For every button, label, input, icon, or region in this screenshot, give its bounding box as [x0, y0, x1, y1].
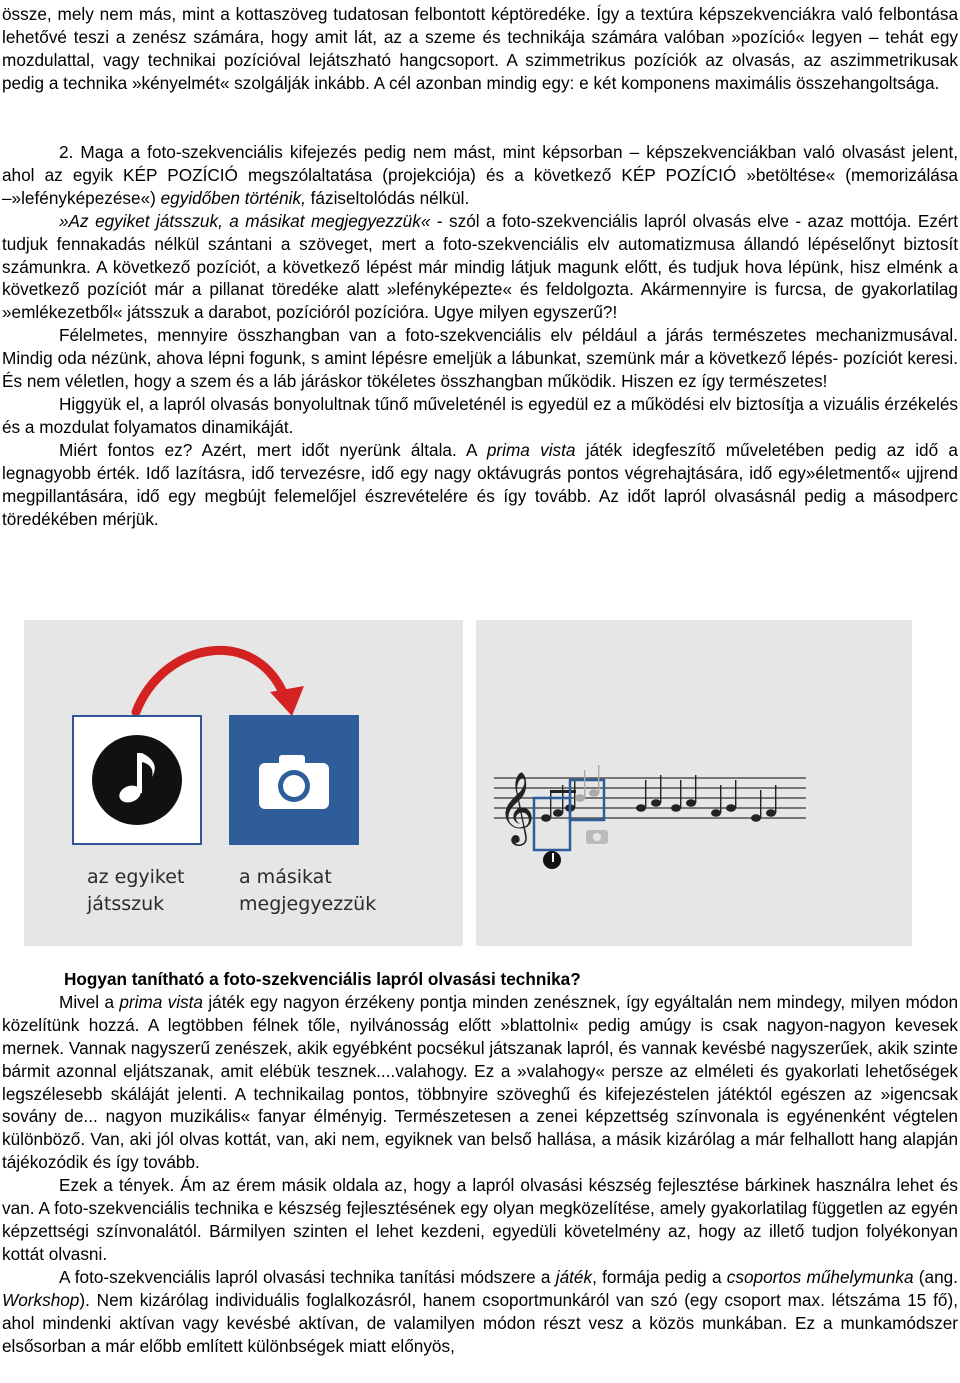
figure-staff: [476, 620, 912, 946]
paragraph: 2. Maga a foto-szekvenciális kifejezés pedig nem mást, mint képsorban – képszekvenciákban való olvasást jelent, ahol az egyik KÉP POZÍCIÓ megszólaltatása (projekciója) és a következő KÉP POZÍCIÓ »betöltése« (memorizálása –»lefényképezése«) egyidőben történik, fáziseltolódás nélkül.: [2, 142, 958, 208]
treble-clef-icon: 𝄞: [498, 770, 535, 843]
section-heading: Hogyan tanítható a foto-szekvenciális lapról olvasási technika?: [64, 969, 581, 989]
paragraph: Miért fontos ez? Azért, mert időt nyerünk általa. A prima vista játék idegfeszítő műveletében pedig az idő a legnagyobb érték. Idő lazításra, idő tervezésre, idő egy nagy oktávugrás pontos végrehajtására, idő egy»életmentő« ujjrend megpillantására, idő egy megbújt felemelőjel észrevételére és így tovább. Az időt lapról olvasásnál pedig a másodperc töredékében mérjük.: [2, 439, 958, 529]
paragraph: Higgyük el, a lapról olvasás bonyolultnak tűnő műveleténél is egyedül ez a működési elv biztosítja a vizuális érzékelés és a mozdulat folyamatos dinamikáját.: [2, 393, 958, 437]
note-box: [72, 715, 202, 845]
camera-box: [229, 715, 359, 845]
paragraph: össze, mely nem más, mint a kottaszöveg tudatosan felbontott képtöredéke. Így a textúra képszekvenciákra való felbontása lehetővé teszi a zenész számára, hogy amit lát, az a szeme és technikája számára valóban »pozíció« legyen – tehát egy mozdulattal, vagy technikai pozícióval lejátszható hangcsoport. A szimmetrikus pozíciók az olvasás, az aszimmetrikusak pedig a technika »kényelmét« szolgálják inkább. A cél azonban mindig egy: e két komponens maximális összehangoltsága.: [2, 4, 958, 93]
paragraph: Félelmetes, mennyire összhangban van a foto-szekvenciális elv például a járás természetes mechanizmusával. Mindig oda nézünk, ahova lépni fogunk, s amint lépésre emeljük a lábunkat, szemünk már a következő lépés- pozíciót keresi. És nem véletlen, hogy a szem és a láb járáskor tökéletes összhangban működik. Hiszen ez így természetes!: [2, 325, 958, 392]
paragraph: A foto-szekvenciális lapról olvasási technika tanítási módszere a játék, formája pedig a csoportos műhelymunka (ang. Workshop). Nem kizárólag individuális foglalkozásról, hanem csoportmunkáról van szó (egy csoport max. létszáma 15 fő), ahol mindenki aktívan vagy kevésbé aktívan, de valamilyen módon részt vesz a közös munkában. Ez a munkamódszer elsősorban a már előbb említett különbségek miatt előnyös,: [2, 1266, 958, 1356]
caption-memorize: a másikat megjegyezzük: [239, 866, 377, 915]
camera-icon: [229, 715, 359, 845]
caption-play: az egyiket játsszuk: [87, 866, 185, 915]
paragraph: »Az egyiket játsszuk, a másikat megjegyezzük« - szól a foto-szekvenciális lapról olvasás elve - azaz mottója. Ezért tudjuk fennakadás nélkül szántani a szöveget, mert a foto-szekvenciális elv automatizmusa állandó lépéselőnyt biztosít számunkra. A következő pozíciót, a következő lépést már mindig látjuk magunk előtt, és tudjuk hova lépünk, hisz elménk a következő pozíciót már a pillanat töredéke alatt »lefényképezte« és feldolgozta. Akármennyire is furcsa, de gyakorlatilag »emlékezetből« játsszuk a darabot, pozícióról pozícióra. Ugye milyen egyszerű?!: [2, 210, 958, 323]
music-note-icon: [74, 717, 200, 843]
music-staff-illustration: [476, 620, 912, 946]
figure-play-memorize: [24, 620, 463, 946]
text-block-teaching: [2, 968, 958, 1357]
paragraph: Ezek a tények. Ám az érem másik oldala az, hogy a lapról olvasási készség fejlesztése bárkinek használra lehet és van. A foto-szekvenciális technika e készség fejlesztésének egy olyan megközelítése, amely gyakorlatilag független az egyén képzettségi színvonalától. Bármilyen szinten el lehet kezdeni, egyedüli követelmény az, hogy az illető tudjon folyékonyan kottát olvasni.: [2, 1175, 958, 1264]
paragraph: Mivel a prima vista játék egy nagyon érzékeny pontja minden zenésznek, így egyáltalán nem mindegy, milyen módon közelítünk hozzá. A legtöbben félnek tőle, nyilvánosság előtt »blattolni« pedig amúgy is csak nagyon-nagyon kevesek mernek. Vannak nagyszerű zenészek, akik egyébként pocsékul játszanak lapról, és vannak kevésbé nagyszerűek, akik szinte bármit azonnal eljátszanak, amit elébük tesznek....valahogy. Ez a »valahogy« persze az elméleti és gyakorlati lehetőségek legszélesebb skáláját jelenti. A technikailag pontos, többnyire szöveghű és kifejezéstelen játéktól egészen az »igencsak sovány de... nagyon muzikális« fanyar élményig. Természetesen a zenei képzettség színvonala is egyénenként végtelen különböző. Van, aki jól olvas kottát, van, aki nem, egyiknek van belső hallása, a másik kizárólag a már felhallott hang alapján tájékozódik és így tovább.: [2, 991, 959, 1173]
text-block-top: [2, 3, 958, 95]
text-block-principle: [2, 141, 958, 530]
